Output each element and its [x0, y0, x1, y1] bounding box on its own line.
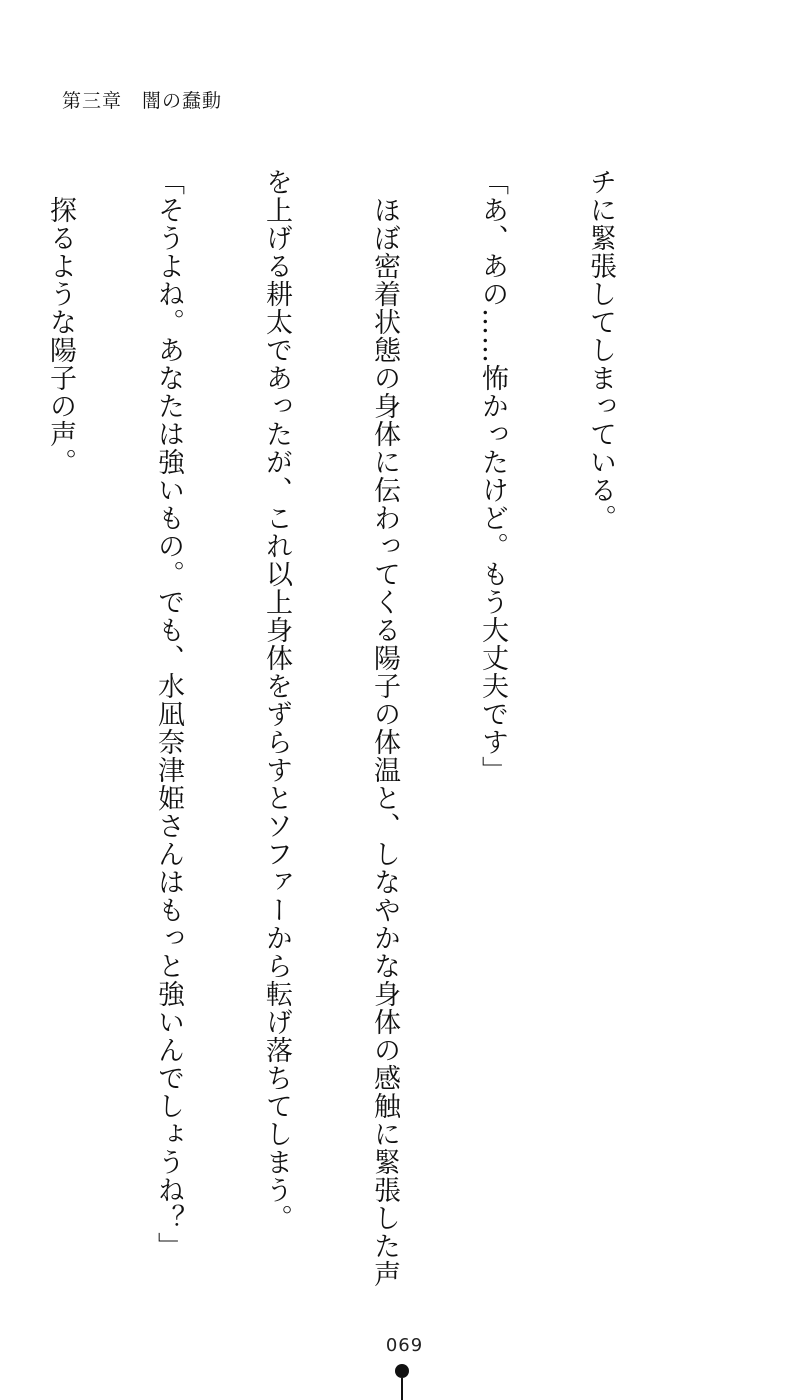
- text-line: を上げる耕太であったが、これ以上身体をずらすとソファーから転げ落ちてしまう。: [261, 168, 292, 1232]
- page-number: 069: [385, 1335, 424, 1356]
- text-line: 探るような陽子の声。: [45, 168, 76, 476]
- page-marker-dot: [395, 1364, 409, 1378]
- text-line: ほぼ密着状態の身体に伝わってくる陽子の体温と、しなやかな身体の感触に緊張した声: [369, 168, 400, 1288]
- novel-body-text: [40, 168, 690, 1288]
- text-line: 「そうよね。あなたは強いもの。でも、水凪奈津姫さんはもっと強いんでしょうね？」: [153, 168, 184, 1260]
- text-line: チに緊張してしまっている。: [585, 168, 616, 532]
- page-marker-line: [401, 1378, 403, 1400]
- chapter-title: 第三章 闇の蠢動: [62, 90, 223, 112]
- text-line: 「あ、あの……怖かったけど。もう大丈夫です」: [477, 168, 508, 784]
